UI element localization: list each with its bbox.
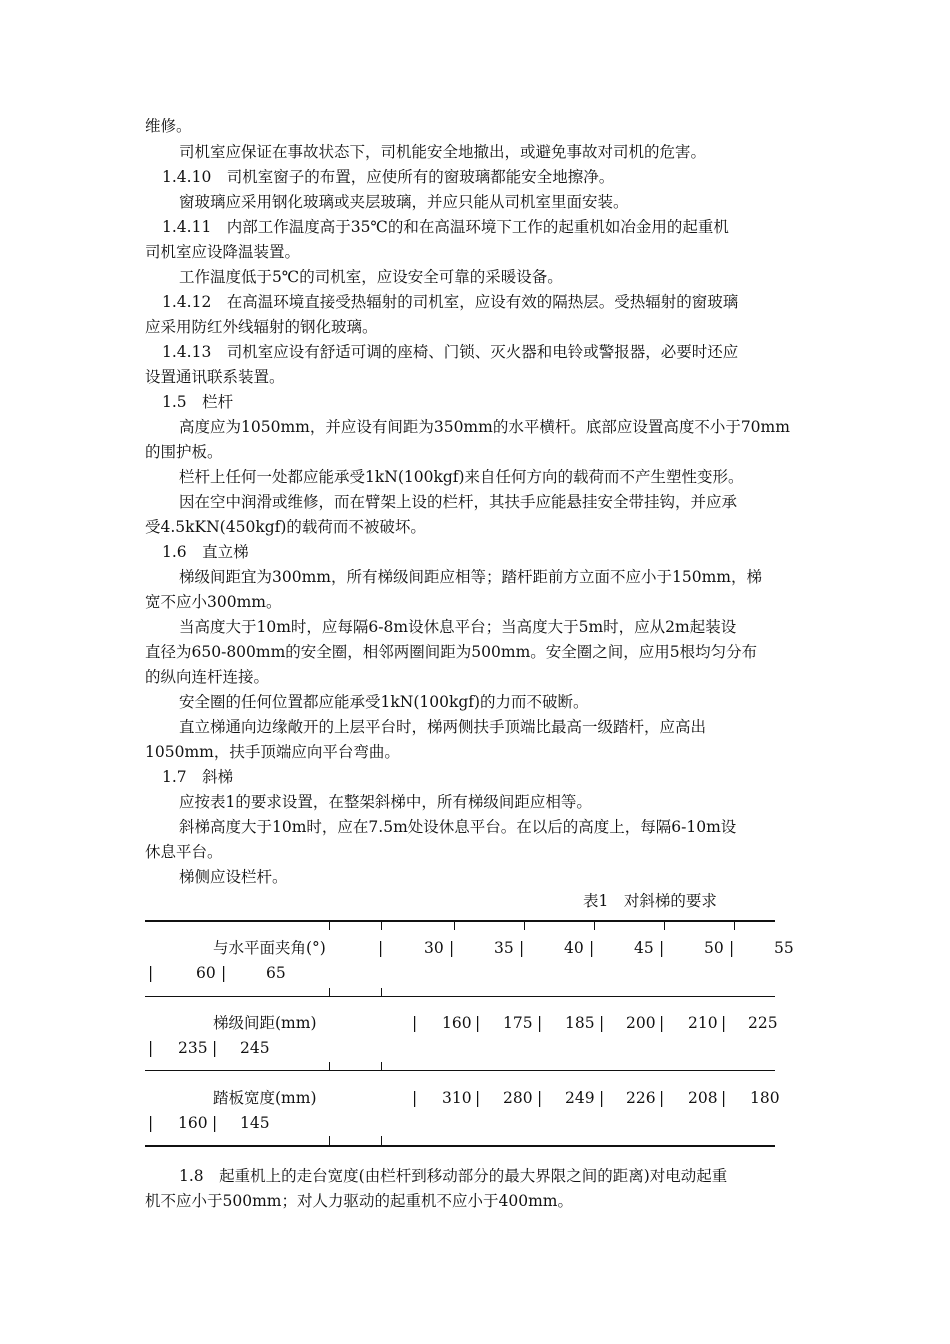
clause-1-4-13: 1.4.13 司机室应设有舒适可调的座椅、门锁、灭火器和电铃或警报器，必要时还应 [162,343,739,361]
section-heading-1-7: 1.7 斜梯 [162,768,234,786]
table-cell: 175 [503,1014,533,1032]
table-separator: | [449,939,455,957]
table-cell: 35 [494,939,514,957]
table-cell: 185 [565,1014,595,1032]
table-separator: | [537,1014,543,1032]
table-separator: | [212,1114,218,1132]
text-line: 窗玻璃应采用钢化玻璃或夹层玻璃，并应只能从司机室里面安装。 [179,193,629,211]
table-separator: | [212,1039,218,1057]
table-cell: 65 [266,964,286,982]
table-separator: | [148,1114,154,1132]
text-line: 1050mm，扶手顶端应向平台弯曲。 [145,743,400,761]
text-line: 梯级间距宜为300mm，所有梯级间距应相等；踏杆距前方立面不应小于150mm，梯 [179,568,762,586]
table-cell: 60 [196,964,216,982]
table-separator: | [659,939,665,957]
table-cell: 225 [748,1014,778,1032]
text-line: 的围护板。 [145,443,223,461]
table-bottom-rule [145,1145,775,1147]
table-cell: 160 [442,1014,472,1032]
text-line: 直立梯通向边缘敞开的上层平台时，梯两侧扶手顶端比最高一级踏杆，应高出 [179,718,707,736]
text-line: 机不应小于500mm；对人力驱动的起重机不应小于400mm。 [145,1192,573,1210]
table-row-label: 梯级间距(mm) [213,1014,317,1032]
text-line: 直径为650-800mm的安全圈，相邻两圈间距为500mm。安全圈之间，应用5根均匀分布 [145,643,758,661]
table-row-label: 踏板宽度(mm) [213,1089,317,1107]
table-separator: | [721,1014,727,1032]
section-heading-1-6: 1.6 直立梯 [162,543,249,561]
table-cell: 226 [626,1089,656,1107]
text-line: 斜梯高度大于10m时，应在7.5m处设休息平台。在以后的高度上，每隔6-10m设 [179,818,737,836]
text-line: 因在空中润滑或维修，而在臂架上设的栏杆，其扶手应能悬挂安全带挂钩，并应承 [179,493,738,511]
table-cell: 40 [564,939,584,957]
table-cell: 30 [424,939,444,957]
table-cell: 210 [688,1014,718,1032]
table-tick [381,921,382,930]
table-separator: | [378,939,384,957]
table-top-rule [145,920,775,922]
text-line: 司机室应设降温装置。 [145,243,301,261]
clause-1-4-12: 1.4.12 在高温环境直接受热辐射的司机室，应设有效的隔热层。受热辐射的窗玻璃 [162,293,739,311]
text-line: 维修。 [145,117,192,135]
table-tick [381,988,382,997]
text-line: 应采用防红外线辐射的钢化玻璃。 [145,318,378,336]
table-tick [329,1062,330,1071]
table-tick [734,921,735,930]
text-line: 梯侧应设栏杆。 [179,868,288,886]
table-separator: | [729,939,735,957]
table-tick [594,921,595,930]
table-cell: 45 [634,939,654,957]
table-tick [381,1136,382,1145]
table-tick [329,921,330,930]
table-cell: 160 [178,1114,208,1132]
table-cell: 280 [503,1089,533,1107]
table-row-rule [145,1070,775,1071]
clause-1-8: 1.8 起重机上的走台宽度(由栏杆到移动部分的最大界限之间的距离)对电动起重 [179,1167,728,1185]
text-line: 应按表1的要求设置，在整架斜梯中，所有梯级间距应相等。 [179,793,592,811]
table-separator: | [721,1089,727,1107]
text-line: 栏杆上任何一处都应能承受1kN(100kgf)来自任何方向的载荷而不产生塑性变形。 [179,468,744,486]
table-separator: | [519,939,525,957]
table-tick [329,1136,330,1145]
table-row-rule [145,996,775,997]
table-separator: | [537,1089,543,1107]
table-separator: | [412,1089,418,1107]
table-cell: 310 [442,1089,472,1107]
table-tick [329,988,330,997]
table-separator: | [475,1014,481,1032]
text-line: 休息平台。 [145,843,223,861]
text-line: 的纵向连杆连接。 [145,668,270,686]
table-separator: | [589,939,595,957]
table-cell: 55 [774,939,794,957]
table-separator: | [599,1014,605,1032]
table-separator: | [412,1014,418,1032]
text-line: 受4.5kKN(450kgf)的载荷而不被破坏。 [145,518,426,536]
table-cell: 145 [240,1114,270,1132]
table-separator: | [659,1014,665,1032]
table-separator: | [148,1039,154,1057]
table-tick [454,921,455,930]
text-line: 宽不应小300mm。 [145,593,282,611]
table-tick [381,1062,382,1071]
text-line: 设置通讯联系装置。 [145,368,285,386]
table-cell: 200 [626,1014,656,1032]
table-cell: 180 [750,1089,780,1107]
text-line: 安全圈的任何位置都应能承受1kN(100kgf)的力而不破断。 [179,693,589,711]
table-caption: 表1 对斜梯的要求 [583,892,717,910]
table-separator: | [599,1089,605,1107]
text-line: 当高度大于10m时，应每隔6-8m设休息平台；当高度大于5m时，应从2m起装设 [179,618,737,636]
text-line: 工作温度低于5℃的司机室，应设安全可靠的采暖设备。 [179,268,563,286]
clause-1-4-10: 1.4.10 司机室窗子的布置，应使所有的窗玻璃都能安全地擦净。 [162,168,615,186]
table-cell: 50 [704,939,724,957]
table-separator: | [659,1089,665,1107]
table-tick [524,921,525,930]
table-tick [664,921,665,930]
clause-1-4-11: 1.4.11 内部工作温度高于35℃的和在高温环境下工作的起重机如冶金用的起重机 [162,218,729,236]
section-heading-1-5: 1.5 栏杆 [162,393,234,411]
table-row-label: 与水平面夹角(°) [213,939,326,957]
text-line: 高度应为1050mm，并应设有间距为350mm的水平横杆。底部应设置高度不小于70mm [179,418,790,436]
table-separator: | [475,1089,481,1107]
text-line: 司机室应保证在事故状态下，司机能安全地撤出，或避免事故对司机的危害。 [179,143,707,161]
table-separator: | [221,964,227,982]
table-cell: 245 [240,1039,270,1057]
table-cell: 249 [565,1089,595,1107]
table-cell: 208 [688,1089,718,1107]
table-separator: | [148,964,154,982]
table-cell: 235 [178,1039,208,1057]
